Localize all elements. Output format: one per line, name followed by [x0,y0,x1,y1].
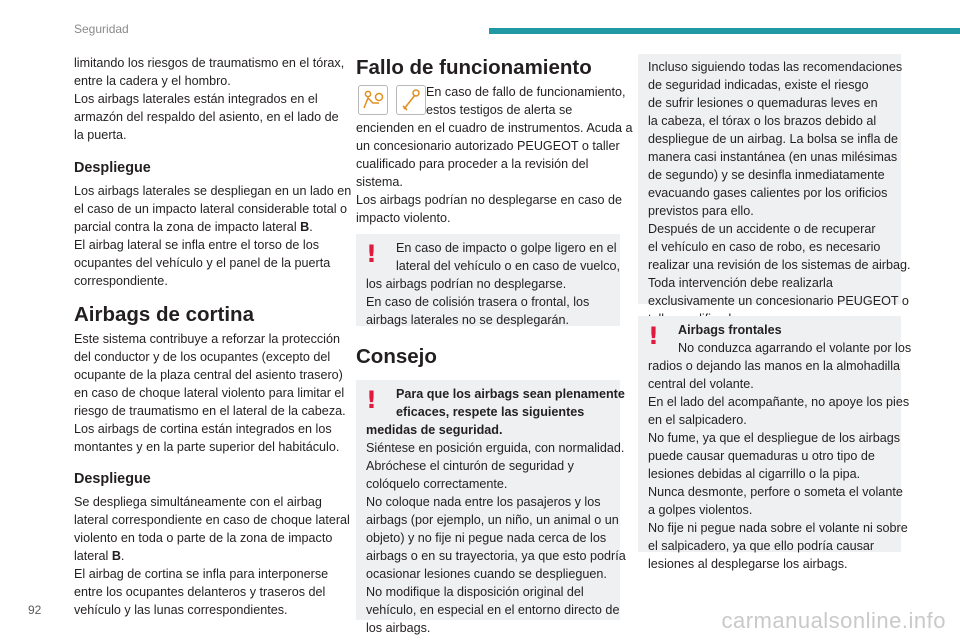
warning-impacto-text: En caso de impacto o golpe ligero en el lateral del vehículo o en caso de vuelco, los airbags podrían no desplegarse. En caso de colisión trasera o frontal, los airbags laterales no se desplegarán. [366,241,621,327]
header-accent-bar [489,28,960,34]
consejo-text: Para que los airbags sean plenamente eficaces, respete las siguientes medidas de seguridad. Siéntese en posición erguida, con normalidad. Abróchese el cinturón de seguridad y colóquelo correctamente. No coloque nada entre los pasajeros y los airbags (por ejemplo, un niño, un animal o un objeto) y no fije ni pegue nada cerca de los airbags o en su trayectoria, ya que esto podría ocasionar lesiones cuando se desplieguen. No modifique la disposición original del vehículo, en especial en el entorno directo de los airbags. [366,387,626,635]
fallo-paragraph: En caso de fallo de funcionamiento, estos testigos de alerta se encienden en el cuadro de instrumentos. Acuda a un concesionario autorizado PEUGEOT o taller cualificado para proceder a la revisión del sistema. Los airbags podrían no desplegarse en caso de impacto violento. [356,85,633,225]
cortina-paragraph: Este sistema contribuye a reforzar la protección del conductor y de los ocupantes (excepto del ocupante de la plaza central del asiento trasero) en caso de choque lateral violento para limitar el riesgo de traumatismo en el lateral de la cabeza. Los airbags de cortina están integrados en los montantes y en la parte superior del habitáculo. [74,332,346,454]
heading-fallo-funcionamiento: Fallo de funcionamiento [356,56,592,79]
despliegue-cortina-paragraph: Se despliega simultáneamente con el airbag lateral correspondiente en caso de choque lateral violento en toda o parte de la zona de impacto lateral B. El airbag de cortina se infla para interponerse entre los ocupantes delanteros y traseros del vehículo y las lunas correspondientes. [74,495,350,617]
watermark: carmanualsonline.info [721,608,946,633]
column-middle [356,54,633,635]
warning-exclamation-icon: ! [648,322,659,350]
warning-exclamation-icon: ! [366,386,377,414]
airbag-passenger-icon [358,85,388,115]
info-riesgos-text: Incluso siguiendo todas las recomendaciones de seguridad indicadas, existe el riesgo de sufrir lesiones o quemaduras leves en la cabeza, el tórax o los brazos debido al despliegue de un airbag. La bolsa se infla de manera casi instantánea (en unas milésimas de segundo) y se desinfla inmediatamente evacuando gases calientes por los orificios previstos para ello. Después de un accidente o de recuperar el vehículo en caso de robo, es necesario realizar una revisión de los sistemas de airbag. Toda intervención debe realizarla exclusivamente un concesionario PEUGEOT o [648,60,911,308]
frontales-text: Airbags frontales No conduzca agarrando el volante por los radios o dejando las manos en la almohadilla central del volante. En el lado del acompañante, no apoye los pies en el salpicadero. No fume, ya que el despliegue de los airbags puede causar quemaduras u otro tipo de lesiones debidas al cigarrillo o la pipa. Nunca desmonte, perfore o someta el volante a golpes violentos. No fije ni pegue nada sobre el volante ni sobre el salpicadero, ya que ello podría causar lesiones al desplegarse los airbags. [648,323,912,571]
header-section-title: Seguridad [74,22,129,36]
seatbelt-warning-icon [396,85,426,115]
warning-box-frontales [638,316,912,571]
heading-despliegue-cortina: Despliegue [74,471,151,487]
info-box-riesgos [638,54,911,308]
warning-box-impacto [356,234,620,326]
warning-box-consejo [356,380,626,635]
page-number: 92 [28,603,42,617]
heading-consejo: Consejo [356,345,437,368]
column-left [74,54,352,619]
column-right [638,54,912,571]
despliegue-lateral-paragraph: Los airbags laterales se despliegan en un lado en el caso de un impacto lateral considerable total o parcial contra la zona de impacto lateral B. El airbag lateral se infla entre el torso de los ocupantes del vehículo y el panel de la puerta correspondiente. [74,184,352,288]
warning-lamps-icons [358,85,430,119]
intro-paragraph: limitando los riesgos de traumatismo en el tórax, entre la cadera y el hombro. Los airbags laterales están integrados en el armazón del respaldo del asiento, en el lado de la puerta. [74,56,345,142]
heading-airbags-cortina: Airbags de cortina [74,303,254,326]
warning-exclamation-icon: ! [366,240,377,268]
heading-despliegue-lateral: Despliegue [74,160,151,176]
